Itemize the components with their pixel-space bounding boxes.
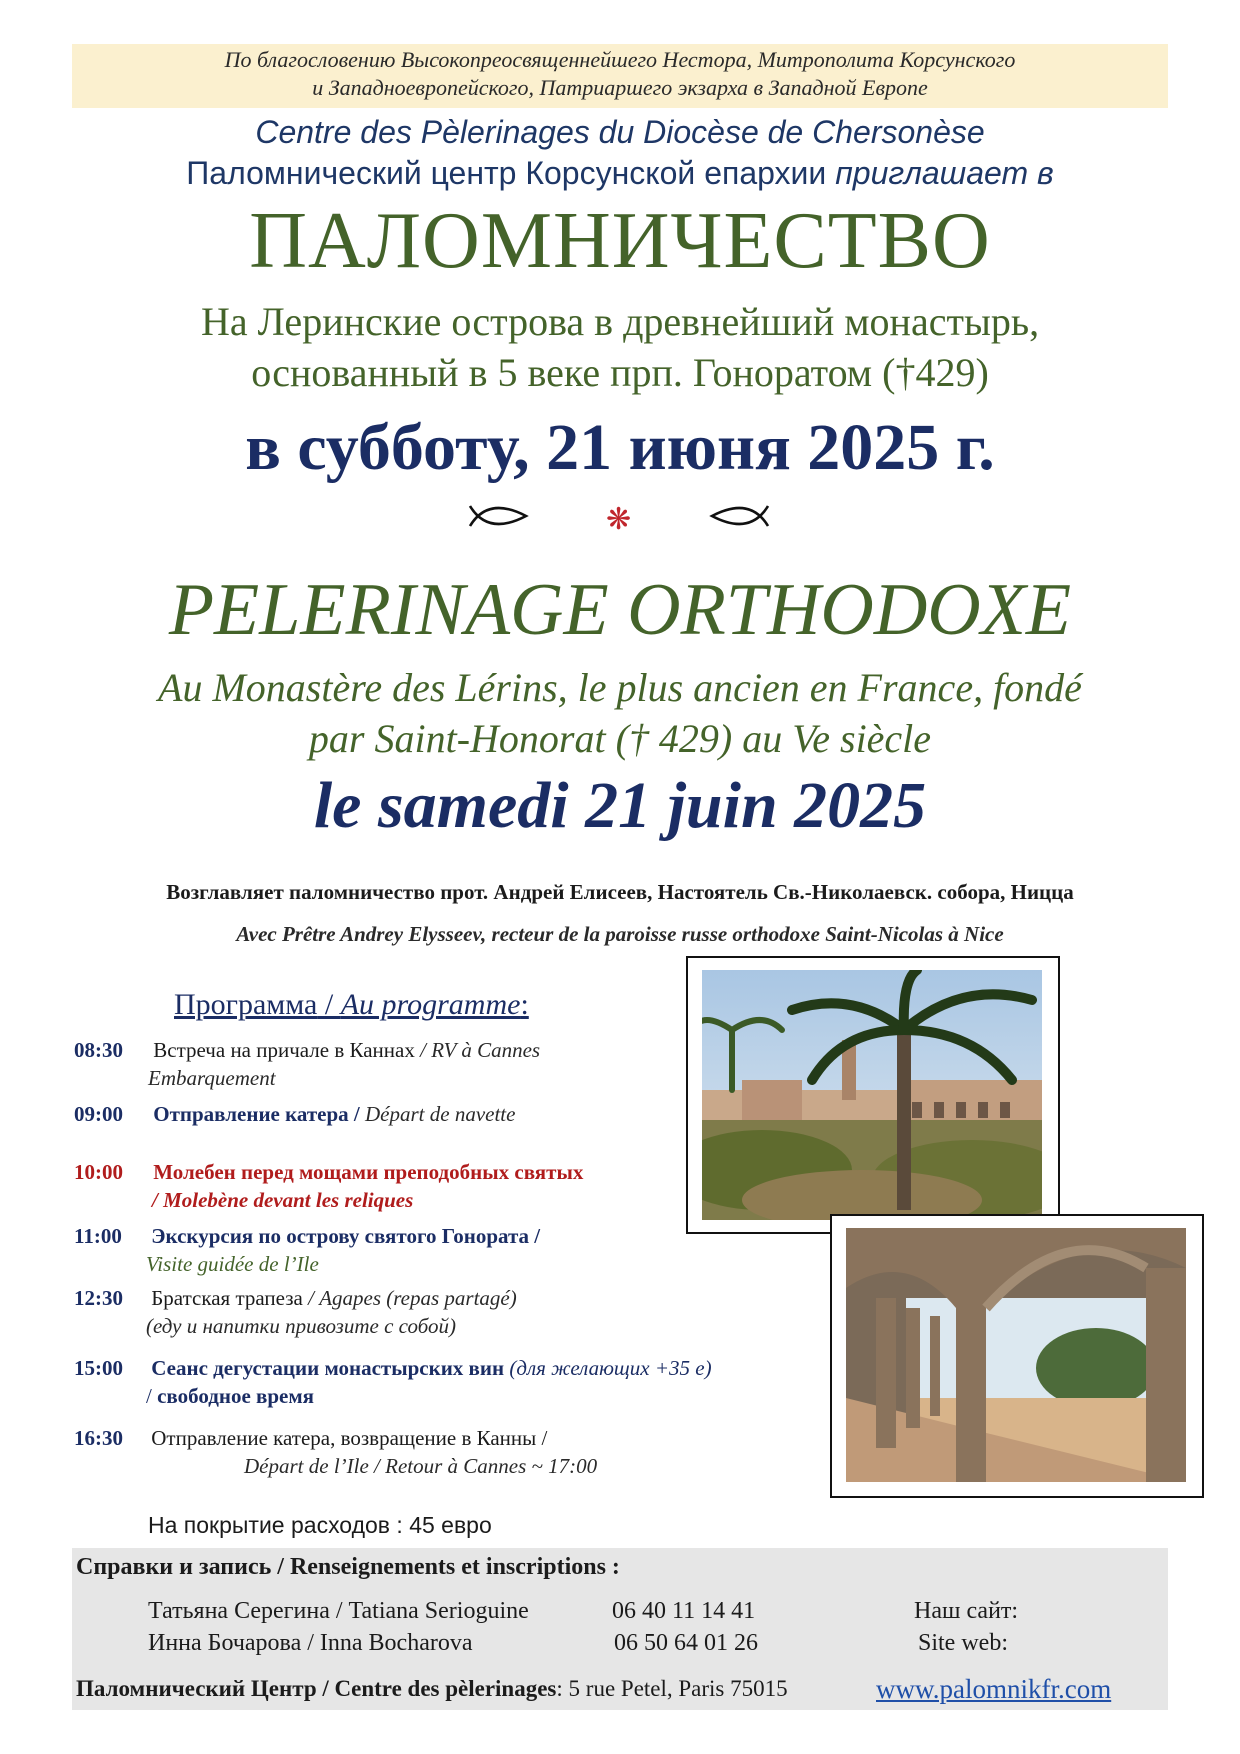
program-text-ru: Экскурсия по острову святого Гонората / [151, 1224, 541, 1248]
subtitle-ru [0, 296, 1240, 398]
program-time: 08:30 [74, 1038, 123, 1062]
subtitle-fr-line-1: Au Monastère des Lérins, le plus ancien en France, fondé [158, 665, 1082, 710]
program-text-ru: Отправление катера [153, 1102, 349, 1126]
date-fr: le samedi 21 juin 2025 [313, 769, 927, 842]
program-text-fr: Départ de navette [365, 1102, 516, 1126]
site-label-ru: Наш сайт: [914, 1598, 1019, 1624]
program-item [74, 1284, 834, 1340]
contact-phone[interactable]: 06 50 64 01 26 [614, 1630, 758, 1656]
title-fr: PELERINAGE ORTHODOXE [168, 569, 1072, 651]
program-time: 12:30 [74, 1286, 123, 1310]
centre-name-fr: Centre des Pèlerinages du Diocèse de Chersonèse [255, 114, 985, 150]
program-text-ru: Сеанс дегустации монастырских вин [151, 1356, 505, 1380]
program-title-colon: : [520, 988, 529, 1021]
contact-name: Инна Бочарова / Inna Bocharova [148, 1630, 473, 1656]
footer-address-text: : 5 rue Petel, Paris 75015 [556, 1676, 788, 1701]
leader-fr: Avec Prêtre Andrey Elysseev, recteur de la paroisse russe orthodoxe Saint-Nicolas à Nice [236, 922, 1004, 946]
photo-frame-monastery [686, 956, 1060, 1234]
ichthys-fish-icon [700, 502, 770, 530]
program-text-ru: Встреча на причале в Каннах [153, 1038, 415, 1062]
program-time: 11:00 [74, 1224, 122, 1248]
subtitle-ru-line-1: На Леринские острова в древнейший монастырь, [200, 299, 1040, 344]
program-time: 16:30 [74, 1426, 123, 1450]
program-title-ru: Программа [174, 988, 318, 1021]
subtitle-fr [0, 662, 1240, 764]
program-item [74, 1424, 834, 1480]
footer-address [76, 1676, 788, 1702]
centre-name-ru [0, 155, 1240, 192]
contact-name: Татьяна Серегина / Tatiana Serioguine [148, 1598, 529, 1624]
program-line-2: Embarquement [148, 1066, 276, 1090]
blessing-line-2: и Западноевропейского, Патриаршего экзарха в Западной Европе [312, 75, 928, 100]
program-item [74, 1354, 834, 1410]
program-line-2: (еду и напитки привозите с собой) [146, 1314, 456, 1338]
program-text-ru: Братская трапеза [151, 1286, 303, 1310]
program-sep: / [414, 1038, 432, 1062]
title-ru: ПАЛОМНИЧЕСТВО [249, 197, 991, 285]
contact-phone[interactable]: 06 40 11 14 41 [612, 1598, 756, 1624]
program-sep: / [302, 1286, 320, 1310]
program-title-sep: / [317, 988, 341, 1021]
program-line-2: Visite guidée de l’Ile [146, 1252, 319, 1276]
photo-frame-cloister [830, 1214, 1204, 1498]
program-time: 15:00 [74, 1356, 123, 1380]
program-sep: / [348, 1102, 366, 1126]
program-text-ru: Молебен перед мощами преподобных святых [153, 1160, 584, 1184]
program-title [174, 988, 529, 1022]
red-asterisk-icon: ❋ [606, 502, 632, 537]
blessing-banner [72, 44, 1168, 108]
website-link[interactable]: www.palomnikfr.com [876, 1674, 1112, 1704]
leader-ru: Возглавляет паломничество прот. Андрей Елисеев, Настоятель Св.-Николаевск. собора, Ницца [166, 880, 1074, 904]
program-time: 09:00 [74, 1102, 123, 1126]
program-note: (для желающих +35 е) [504, 1356, 712, 1380]
ichthys-fish-icon [468, 502, 538, 530]
program-title-fr: Au programme [340, 988, 521, 1021]
program-line-2: / Molebène devant les reliques [152, 1188, 414, 1212]
program-line-2-sep: / [146, 1384, 158, 1408]
subtitle-ru-line-2: основанный в 5 веке прп. Гоноратом (†429) [251, 350, 989, 395]
program-text-fr: RV à Cannes [431, 1038, 541, 1062]
centre-ru-invite: приглашает в [835, 155, 1054, 191]
date-ru: в субботу, 21 июня 2025 г. [245, 411, 995, 484]
cost-text: На покрытие расходов : 45 евро [148, 1512, 492, 1538]
program-text-ru: Отправление катера, возвращение в Канны / [151, 1426, 548, 1450]
ornament-divider [0, 498, 1240, 538]
footer-centre-name: Паломнический Центр / Centre des pèlerinages [76, 1676, 557, 1701]
blessing-line-1: По благословению Высокопреосвященнейшего Нестора, Митрополита Корсунского [224, 47, 1016, 72]
monastery-photo [702, 970, 1042, 1220]
info-heading: Справки и запись / Renseignements et inscriptions : [76, 1554, 620, 1580]
program-text-fr: Agapes (repas partagé) [319, 1286, 517, 1310]
footer-bar [72, 1670, 1168, 1710]
program-line-2: свободное время [157, 1384, 315, 1408]
site-label-fr: Site web: [918, 1630, 1008, 1656]
program-time: 10:00 [74, 1160, 123, 1184]
cloister-photo [846, 1228, 1186, 1482]
program-line-2: Départ de l’Ile / Retour à Cannes ~ 17:00 [244, 1454, 598, 1478]
centre-ru-text: Паломнический центр Корсунской епархии [186, 155, 836, 191]
subtitle-fr-line-2: par Saint-Honorat († 429) au Ve siècle [308, 716, 932, 761]
